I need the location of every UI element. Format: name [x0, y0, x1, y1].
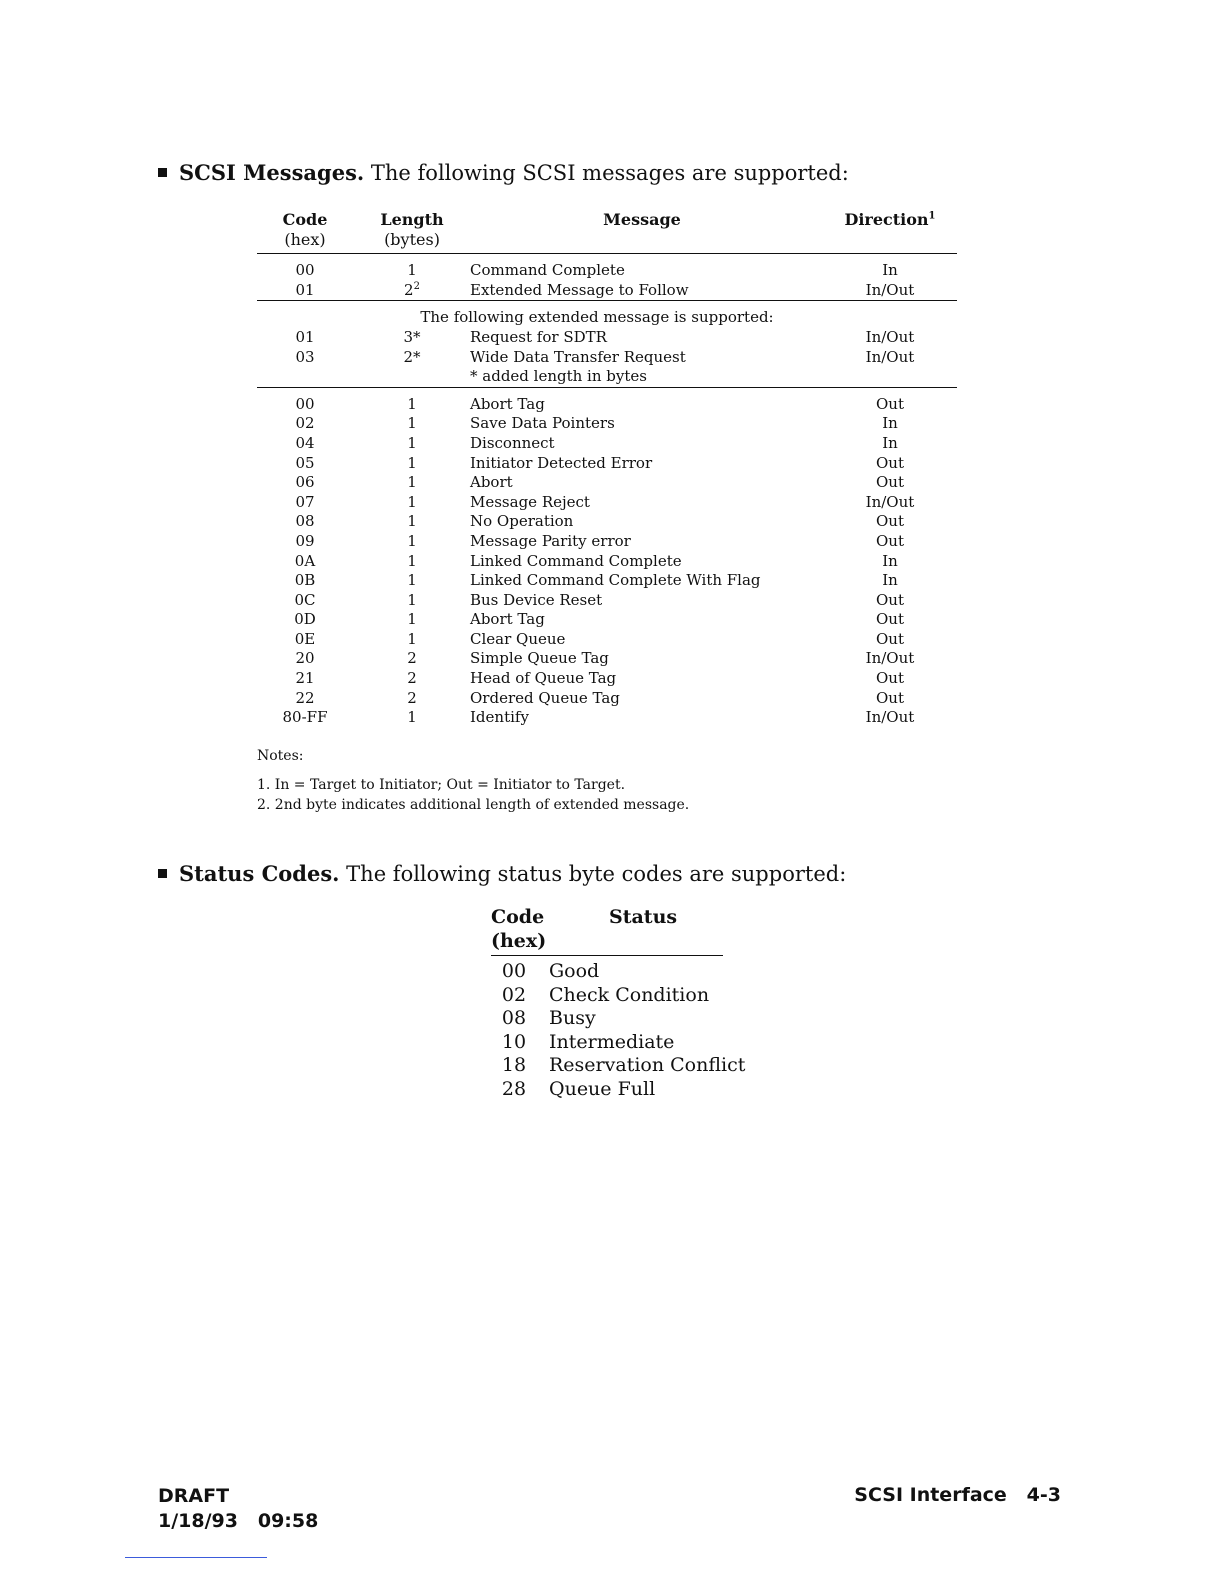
- cell-code: 00: [295, 261, 315, 280]
- cell-length: 1: [407, 512, 417, 531]
- cell-code: 02: [295, 414, 315, 433]
- status-name: Reservation Conflict: [549, 1054, 746, 1077]
- status-code: 10: [501, 1030, 527, 1053]
- message-group-basic: [257, 261, 957, 300]
- table-row: [257, 708, 957, 728]
- table-row: [257, 610, 957, 630]
- cell-code: 07: [295, 492, 315, 511]
- cell-direction: Out: [876, 688, 904, 707]
- extended-intro-row: [257, 308, 957, 328]
- extended-note-row: [257, 367, 957, 387]
- table-row: [257, 414, 957, 434]
- cell-length: 2: [407, 688, 417, 707]
- cell-length: 1: [407, 394, 417, 413]
- status-row: [491, 1078, 723, 1102]
- footer-draft: DRAFT: [158, 1485, 230, 1507]
- footer-page-number: 4-3: [1026, 1484, 1061, 1506]
- status-codes-text: The following status byte codes are supported:: [339, 862, 847, 886]
- status-name: Intermediate: [549, 1030, 675, 1053]
- header-length: Length: [380, 210, 444, 229]
- cell-length: 2*: [403, 347, 421, 366]
- bottom-divider: [125, 1557, 267, 1558]
- table-row: [257, 493, 957, 513]
- scsi-messages-heading: [158, 160, 849, 185]
- footer-date: 1/18/93: [158, 1510, 238, 1532]
- cell-message: Abort Tag: [470, 610, 545, 629]
- cell-direction: Out: [876, 512, 904, 531]
- cell-message: Request for SDTR: [470, 327, 607, 346]
- status-row: [491, 1007, 723, 1031]
- table-row: [257, 395, 957, 415]
- status-rows: [491, 960, 746, 1102]
- status-header-row: [491, 905, 723, 929]
- cell-code: 21: [295, 669, 315, 688]
- status-codes-lead: Status Codes.: [179, 861, 340, 886]
- table-row: [257, 591, 957, 611]
- status-code: 08: [501, 1007, 527, 1030]
- table-row: [257, 649, 957, 669]
- cell-message: Ordered Queue Tag: [470, 688, 620, 707]
- status-row: [491, 1054, 746, 1078]
- table-header-row: [257, 210, 957, 230]
- cell-message: Disconnect: [470, 433, 555, 452]
- cell-message: Message Reject: [470, 492, 590, 511]
- message-group-other: [257, 395, 957, 728]
- cell-code: 01: [295, 280, 315, 299]
- cell-length: 1: [407, 531, 417, 550]
- status-row: [491, 960, 723, 984]
- cell-direction: In: [882, 551, 898, 570]
- cell-length: 1: [407, 629, 417, 648]
- cell-direction: In/Out: [865, 280, 915, 299]
- cell-length: 1: [407, 708, 417, 727]
- header-direction: Direction$^1$: [844, 210, 936, 229]
- cell-code: 08: [295, 512, 315, 531]
- cell-message: No Operation: [470, 512, 574, 531]
- cell-message: Linked Command Complete: [470, 551, 682, 570]
- cell-direction: In: [882, 433, 898, 452]
- cell-direction: Out: [876, 629, 904, 648]
- footer-section: SCSI Interface: [854, 1484, 1007, 1506]
- cell-direction: In/Out: [865, 327, 915, 346]
- status-header-code-sub: (hex): [491, 930, 547, 952]
- cell-code: 04: [295, 433, 315, 452]
- cell-direction: Out: [876, 453, 904, 472]
- cell-code: 0B: [294, 571, 316, 590]
- status-row: [491, 1031, 723, 1055]
- cell-message: Simple Queue Tag: [470, 649, 609, 668]
- table-row: [257, 532, 957, 552]
- table-row: [257, 689, 957, 709]
- cell-code: 80-FF: [282, 708, 328, 727]
- table-row: [257, 328, 957, 348]
- scsi-messages-lead: SCSI Messages.: [179, 160, 365, 185]
- cell-direction: Out: [876, 394, 904, 413]
- cell-message: Abort Tag: [470, 394, 545, 413]
- table-row: [257, 512, 957, 532]
- table-row: [257, 454, 957, 474]
- extended-intro: The following extended message is supported:: [420, 308, 774, 327]
- cell-message: Clear Queue: [470, 629, 566, 648]
- notes-block: [257, 748, 689, 815]
- cell-message: Command Complete: [470, 261, 625, 280]
- cell-direction: In/Out: [865, 649, 915, 668]
- cell-code: 0C: [294, 590, 316, 609]
- cell-length: 1: [407, 492, 417, 511]
- cell-code: 00: [295, 394, 315, 413]
- cell-length: 2: [407, 669, 417, 688]
- cell-length: 2: [407, 649, 417, 668]
- cell-length: $2^2$: [404, 280, 420, 299]
- status-name: Check Condition: [549, 983, 710, 1006]
- cell-direction: In/Out: [865, 708, 915, 727]
- status-header-status: Status: [609, 906, 678, 928]
- header-code: Code: [282, 210, 328, 229]
- status-code: 28: [501, 1077, 527, 1100]
- table-row: [257, 434, 957, 454]
- header-code-sub: (hex): [284, 229, 326, 249]
- cell-code: 05: [295, 453, 315, 472]
- status-code: 02: [501, 983, 527, 1006]
- cell-length: 3*: [403, 327, 421, 346]
- table-row: [257, 552, 957, 572]
- cell-code: 0A: [294, 551, 316, 570]
- cell-direction: Out: [876, 669, 904, 688]
- table-header-subrow: [257, 230, 957, 250]
- notes-title: Notes:: [257, 748, 304, 764]
- extended-note: * added length in bytes: [470, 367, 647, 386]
- cell-length: 1: [407, 590, 417, 609]
- length-superscript: 2: [413, 280, 420, 292]
- cell-length: 1: [407, 473, 417, 492]
- cell-message: Bus Device Reset: [470, 590, 603, 609]
- cell-code: 03: [295, 347, 315, 366]
- status-row: [491, 984, 723, 1008]
- status-code: 00: [501, 960, 527, 982]
- cell-message: Initiator Detected Error: [470, 453, 653, 472]
- table-row: [257, 630, 957, 650]
- footer-draft-stamp: [158, 1484, 318, 1534]
- header-length-sub: (bytes): [384, 229, 440, 249]
- cell-length: 1: [407, 453, 417, 472]
- status-name: Busy: [549, 1007, 596, 1030]
- header-message: Message: [603, 210, 681, 229]
- cell-length: 1: [407, 433, 417, 452]
- cell-length: 1: [407, 610, 417, 629]
- cell-direction: Out: [876, 590, 904, 609]
- table-row: [257, 473, 957, 493]
- status-name: Good: [549, 960, 600, 982]
- note-item: 2. 2nd byte indicates additional length of extended message.: [257, 797, 690, 813]
- status-codes-heading: [158, 861, 846, 886]
- cell-message: Linked Command Complete With Flag: [470, 571, 761, 590]
- status-header-subrow: [491, 929, 723, 953]
- cell-length: 1: [407, 414, 417, 433]
- cell-message: Message Parity error: [470, 531, 631, 550]
- status-codes-table: [491, 905, 746, 1102]
- cell-message: Head of Queue Tag: [470, 669, 617, 688]
- cell-code: 09: [295, 531, 315, 550]
- cell-direction: Out: [876, 610, 904, 629]
- cell-direction: In/Out: [865, 347, 915, 366]
- cell-direction: In: [882, 261, 898, 280]
- bullet-icon: [158, 869, 167, 878]
- cell-message: Extended Message to Follow: [470, 280, 689, 299]
- bullet-icon: [158, 168, 167, 177]
- cell-direction: In: [882, 414, 898, 433]
- cell-message: Save Data Pointers: [470, 414, 615, 433]
- table-row: [257, 261, 957, 281]
- message-group-extended: [257, 328, 957, 367]
- table-row: [257, 281, 957, 301]
- cell-message: Identify: [470, 708, 529, 727]
- footer-time: 09:58: [257, 1510, 319, 1532]
- scsi-messages-table: [257, 210, 957, 728]
- header-direction-sup: 1: [928, 210, 936, 222]
- cell-code: 0E: [294, 629, 316, 648]
- status-header-code: Code: [491, 906, 545, 928]
- cell-length: 1: [407, 551, 417, 570]
- footer-page-label: [854, 1484, 1061, 1506]
- cell-message: Wide Data Transfer Request: [470, 347, 686, 366]
- table-row: [257, 348, 957, 368]
- cell-direction: In: [882, 571, 898, 590]
- scsi-messages-text: The following SCSI messages are supported:: [364, 161, 849, 185]
- footer-datetime: [158, 1509, 318, 1534]
- status-name: Queue Full: [549, 1077, 656, 1100]
- table-row: [257, 571, 957, 591]
- note-item: 1. In = Target to Initiator; Out = Initiator to Target.: [257, 777, 626, 793]
- cell-code: 01: [295, 327, 315, 346]
- cell-code: 22: [295, 688, 315, 707]
- table-row: [257, 669, 957, 689]
- cell-length: 1: [407, 571, 417, 590]
- cell-code: 20: [295, 649, 315, 668]
- cell-code: 06: [295, 473, 315, 492]
- cell-direction: Out: [876, 531, 904, 550]
- cell-message: Abort: [470, 473, 513, 492]
- cell-code: 0D: [294, 610, 316, 629]
- cell-direction: In/Out: [865, 492, 915, 511]
- cell-direction: Out: [876, 473, 904, 492]
- cell-length: 1: [407, 261, 417, 280]
- status-code: 18: [501, 1054, 527, 1077]
